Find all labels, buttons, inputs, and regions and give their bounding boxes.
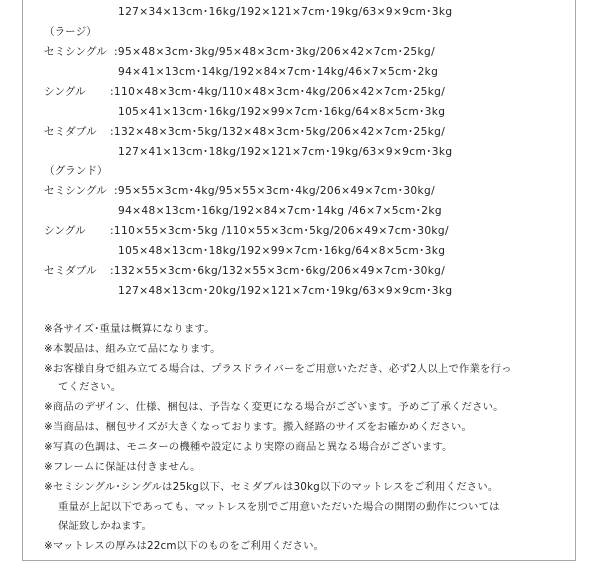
note-text: ※フレームに保証は付きません。 (44, 461, 201, 473)
size-line: :132×48×3cm･5kg/132×48×3cm･5kg/206×42×7cm･25kg/ (110, 126, 446, 138)
size-line: :132×55×3cm･6kg/132×55×3cm･6kg/206×49×7cm･30kg/ (110, 265, 446, 277)
note-text: てください。 (58, 381, 122, 393)
row-label: セミシングル (44, 185, 107, 197)
row-label: セミダブル (44, 126, 97, 138)
size-line: 105×48×13cm･18kg/192×99×7cm･16kg/64×8×5cm･3kg (118, 245, 446, 257)
note-text: ※当商品は、梱包サイズが大きくなっております。搬入経路のサイズをお確かめください。 (44, 421, 472, 433)
size-line: :95×55×3cm･4kg/95×55×3cm･4kg/206×49×7cm･30kg/ (114, 185, 435, 197)
note-text: ※写真の色調は、モニターの機種や設定により実際の商品と異なる場合がございます。 (44, 441, 453, 453)
section-heading-grand: （グランド） (44, 165, 108, 177)
note-text: ※本製品は、組み立て品になります。 (44, 343, 221, 355)
row-label: シングル (44, 225, 86, 237)
size-line: :110×55×3cm･5kg /110×55×3cm･5kg/206×49×7cm･30kg/ (110, 225, 449, 237)
note-text: ※商品のデザイン、仕様、梱包は、予告なく変更になる場合がございます。予めご了承ください。 (44, 401, 504, 413)
note-text: ※お客様自身で組み立てる場合は、プラスドライバーをご用意いただき、必ず2人以上で作業を行っ (44, 363, 512, 375)
size-line: 94×41×13cm･14kg/192×84×7cm･14kg/46×7×5cm･2kg (118, 66, 439, 78)
note-text: 重量が上記以下であっても、マットレスを別でご用意いただいた場合の開閉の動作については (58, 501, 500, 513)
note-text: ※各サイズ･重量は概算になります。 (44, 323, 215, 335)
size-line: 127×41×13cm･18kg/192×121×7cm･19kg/63×9×9cm･3kg (118, 146, 453, 158)
size-line: 105×41×13cm･16kg/192×99×7cm･16kg/64×8×5cm･3kg (118, 106, 446, 118)
size-line: 127×48×13cm･20kg/192×121×7cm･19kg/63×9×9cm･3kg (118, 285, 453, 297)
row-label: セミダブル (44, 265, 97, 277)
row-label: シングル (44, 86, 86, 98)
row-label: セミシングル (44, 46, 107, 58)
note-text: 保証致しかねます。 (58, 520, 153, 532)
size-line: :110×48×3cm･4kg/110×48×3cm･4kg/206×42×7cm･25kg/ (110, 86, 446, 98)
note-text: ※マットレスの厚みは22cm以下のものをご利用ください。 (44, 540, 325, 552)
size-line: 94×48×13cm･16kg/192×84×7cm･14kg /46×7×5cm･2kg (118, 205, 442, 217)
section-heading-large: （ラージ） (44, 26, 97, 38)
size-line: 127×34×13cm･16kg/192×121×7cm･19kg/63×9×9cm･3kg (118, 6, 453, 18)
size-line: :95×48×3cm･3kg/95×48×3cm･3kg/206×42×7cm･25kg/ (114, 46, 435, 58)
note-text: ※セミシングル･シングルは25kg以下、セミダブルは30kg以下のマットレスをご利用ください。 (44, 481, 499, 493)
